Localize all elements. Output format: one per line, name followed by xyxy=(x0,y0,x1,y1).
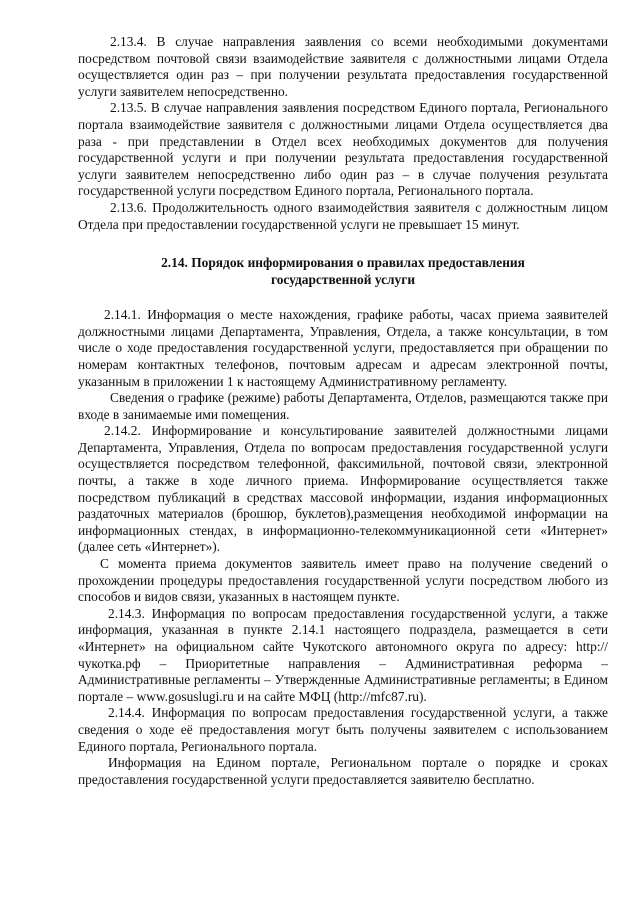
paragraph-document-status: С момента приема документов заявитель имеет право на получение сведений о прохождении процедуры предоставления государственной услуги посредством любого из способов и видов связи, указанных в настоящем пункте. xyxy=(78,556,608,605)
section-heading-line-1: 2.14. Порядок информирования о правилах предоставления xyxy=(161,255,525,271)
paragraph-schedule-info: Сведения о графике (режиме) работы Департамента, Отделов, размещаются также при входе в занимаемые ими помещения. xyxy=(78,390,608,422)
paragraph-2-14-4: 2.14.4. Информация по вопросам предоставления государственной услуги, а также сведения о ходе её предоставления могут быть получены заявителем с использованием Единого портала, Регионального портала. xyxy=(78,705,608,754)
paragraph-free-info: Информация на Едином портале, Региональном портале о порядке и сроках предоставления государственной услуги предоставляется заявителю бесплатно. xyxy=(78,755,608,787)
paragraph-2-13-4: 2.13.4. В случае направления заявления со всеми необходимыми документами посредством почтовой связи взаимодействие заявителя с должностными лицами Отдела осуществляется один раз – при получении результата предоставления государственной услуги заявителем непосредственно. xyxy=(78,34,608,99)
paragraph-2-13-5: 2.13.5. В случае направления заявления посредством Единого портала, Регионального портала взаимодействие заявителя с должностными лицами Отдела осуществляется два раза - при представлении в Отдел всех необходимых документов для получения государственной услуги и при получении результата предоставления государственной услуги заявителем непосредственно либо один раз – в случае получения результата государственной услуги посредством Единого портала, Регионального портала. xyxy=(78,100,608,199)
section-heading-2-14 xyxy=(78,254,608,288)
paragraph-2-14-2: 2.14.2. Информирование и консультирование заявителей должностными лицами Департамента, Управления, Отдела по вопросам предоставления государственной услуги осуществляется посредством телефонной, факсимильной, почтовой связи, электронной почты, а также в ходе личного приема. Информирование осуществляется также посредством публикаций в средствах массовой информации, издания информационных раздаточных материалов (брошюр, буклетов),размещения необходимой информации на информационных стендах, в информационно-телекоммуникационной сети «Интернет» (далее сеть «Интернет»). xyxy=(78,423,608,555)
section-heading-line-2: государственной услуги xyxy=(270,272,416,288)
paragraph-2-13-6: 2.13.6. Продолжительность одного взаимодействия заявителя с должностным лицом Отдела при предоставлении государственной услуги не превышает 15 минут. xyxy=(78,199,608,232)
paragraph-2-14-3: 2.14.3. Информация по вопросам предоставления государственной услуги, а также информация, указанная в пункте 2.14.1 настоящего подраздела, размещается в сети «Интернет» на официальном сайте Чукотского автономного округа по адресу: http://чукотка.рф – Приоритетные направления – Административная реформа – Административные регламенты – Утвержденные Административные регламенты; в Едином портале – www.gosuslugi.ru и на сайте МФЦ (http://mfc87.ru). xyxy=(78,605,608,704)
paragraph-2-14-1: 2.14.1. Информация о месте нахождения, графике работы, часах приема заявителей должностными лицами Департамента, Управления, Отдела, а также консультации, в том числе о ходе предоставления государственной услуги, предоставляется при обращении по номерам контактных телефонов, почтовым адресам и адресам электронной почты, указанным в приложении 1 к настоящему Административному регламенту. xyxy=(78,307,608,389)
